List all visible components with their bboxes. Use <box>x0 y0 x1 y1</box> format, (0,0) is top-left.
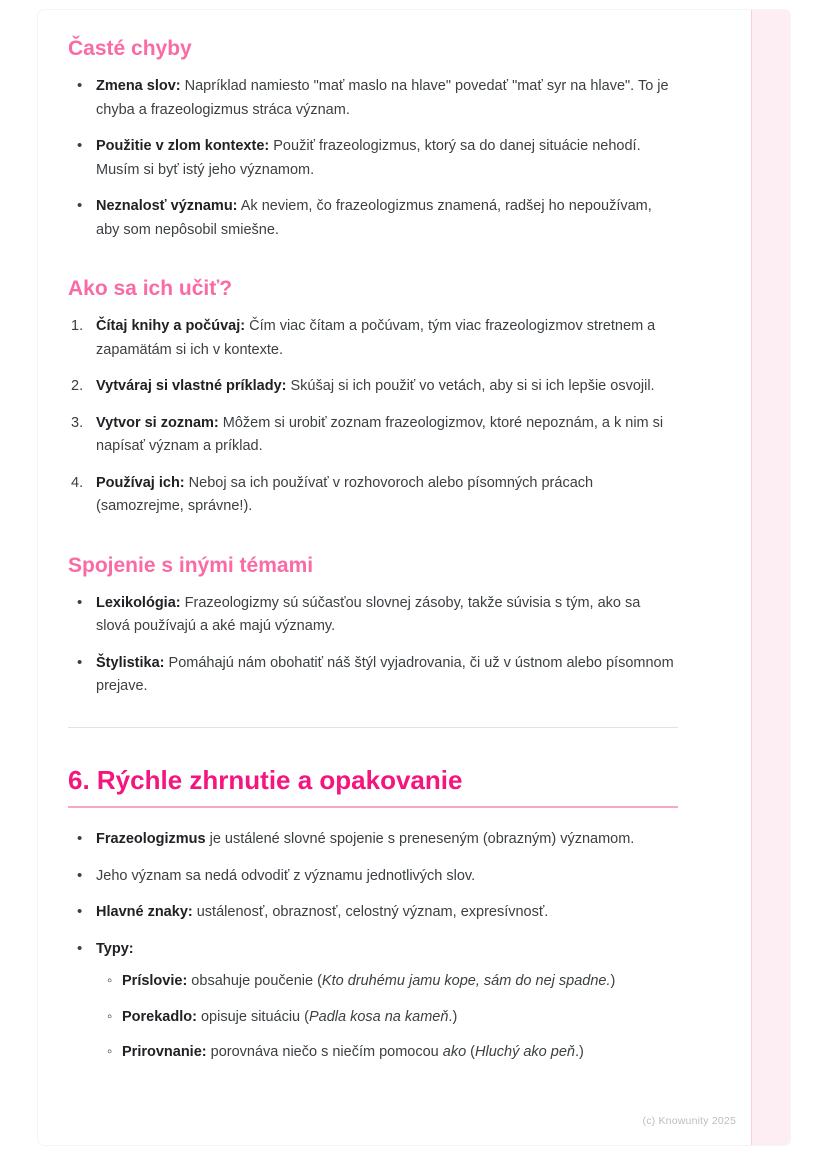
sublist-item-tail: .) <box>574 1044 584 1061</box>
list-item-text: Môžem si urobiť zoznam frazeologizmov, ktoré nepoznám, a k nim si napísať význam a príklad. <box>96 414 664 455</box>
sublist-item-example: Kto druhému jamu kope, sám do nej spadne. <box>321 973 611 990</box>
document-page <box>38 10 790 1145</box>
sublist-item-example: Padla kosa na kameň <box>308 1008 449 1025</box>
list-item <box>92 865 678 888</box>
list-spojenie-s-inymi-temami <box>68 592 678 699</box>
document-content <box>68 36 678 1078</box>
list-item <box>92 592 678 639</box>
sublist-item-keyword: ako <box>442 1044 467 1061</box>
list-item <box>92 75 678 122</box>
sublist-item-text: porovnáva niečo s niečím pomocou <box>206 1044 443 1061</box>
list-item <box>92 828 678 851</box>
list-item-term: Vytvor si zoznam: <box>96 414 219 431</box>
list-item <box>92 901 678 924</box>
list-item-text: je ustálené slovné spojenie s preneseným (obrazným) významom. <box>205 831 635 848</box>
list-item-text: Skúšaj si ich použiť vo vetách, aby si si ich lepšie osvojil. <box>286 378 655 395</box>
sublist-item-term: Príslovie: <box>122 973 188 990</box>
sublist-item-example: Hluchý ako peň <box>475 1044 575 1061</box>
list-item-term: Štylistika: <box>96 654 165 671</box>
list-item-text: Ak neviem, čo frazeologizmus znamená, radšej ho nepoužívam, aby som nepôsobil smiešne. <box>96 198 652 238</box>
sublist-item-term: Prirovnanie: <box>122 1044 207 1061</box>
section-heading-ako-sa-ich-ucit: Ako sa ich učiť? <box>68 277 233 301</box>
list-item-term: Hlavné znaky: <box>96 904 193 921</box>
chapter-heading-underline <box>68 806 678 808</box>
sublist-item-tail: .) <box>448 1008 458 1025</box>
list-item <box>92 652 678 699</box>
section-divider <box>68 727 678 728</box>
sublist-item <box>122 970 678 993</box>
sublist-item <box>122 1006 678 1029</box>
sublist-item-tail: ) <box>610 973 616 990</box>
section-heading-caste-chyby: Časté chyby <box>68 37 192 60</box>
section-heading-spojenie-s-inymi-temami: Spojenie s inými témami <box>68 553 314 577</box>
list-item-term: Vytváraj si vlastné príklady: <box>96 378 287 395</box>
list-item-term: Neznalosť významu: <box>96 198 238 215</box>
list-item-term: Lexikológia: <box>96 594 181 611</box>
list-item-term: Frazeologizmus <box>96 831 206 848</box>
list-item <box>92 195 678 242</box>
sublist-item-term: Porekadlo: <box>122 1008 197 1025</box>
list-item-text: Frazeologizmy sú súčasťou slovnej zásoby, takže súvisia s tým, ako sa slová používajú a aké majú významy. <box>96 594 641 635</box>
list-item-text: Neboj sa ich používať v rozhovoroch alebo písomných prácach (samozrejme, správne!). <box>96 474 594 515</box>
list-item-term: Typy: <box>96 940 134 957</box>
page-side-stripe <box>752 10 790 1145</box>
sublist-item-text: obsahuje poučenie ( <box>187 973 322 990</box>
list-item-text: ustálenosť, obraznosť, celostný význam, expresívnosť. <box>192 904 549 921</box>
list-item-text: Použiť frazeologizmus, ktorý sa do danej situácie nehodí. Musím si byť istý jeho významom. <box>96 138 641 178</box>
list-item-text: Jeho význam sa nedá odvodiť z významu jednotlivých slov. <box>96 867 476 884</box>
list-item-text: Čím viac čítam a počúvam, tým viac frazeologizmov stretnem a zapamätám si ich v kontexte. <box>96 318 656 358</box>
sublist-item-text: opisuje situáciu ( <box>196 1008 309 1025</box>
list-item-term: Čítaj knihy a počúvaj: <box>96 318 246 335</box>
list-caste-chyby <box>68 75 678 242</box>
list-ako-sa-ich-ucit <box>68 315 678 518</box>
chapter-heading-rychle-zhrnutie: 6. Rýchle zhrnutie a opakovanie <box>68 764 463 795</box>
sublist-item <box>122 1041 678 1064</box>
list-item-text: Pomáhajú nám obohatiť náš štýl vyjadrovania, či už v ústnom alebo písomnom prejave. <box>96 654 674 695</box>
list-item-term: Použitie v zlom kontexte: <box>96 138 270 155</box>
list-item <box>92 375 678 398</box>
list-item-term: Zmena slov: <box>96 78 181 95</box>
page-side-rule <box>751 10 752 1145</box>
list-item <box>92 412 678 459</box>
list-item-text: Napríklad namiesto "mať maslo na hlave" povedať "mať syr na hlave". To je chyba a frazeologizmus stráca význam. <box>96 78 669 118</box>
list-item-term: Používaj ich: <box>96 474 185 491</box>
sublist-item-mid: ( <box>466 1044 476 1061</box>
list-item <box>92 315 678 362</box>
copyright-footer: (c) Knowunity 2025 <box>642 1115 736 1127</box>
list-item <box>92 472 678 519</box>
list-rychle-zhrnutie <box>68 828 678 1064</box>
list-item <box>92 135 678 182</box>
sublist-typy <box>96 970 678 1064</box>
list-item <box>92 938 678 1065</box>
